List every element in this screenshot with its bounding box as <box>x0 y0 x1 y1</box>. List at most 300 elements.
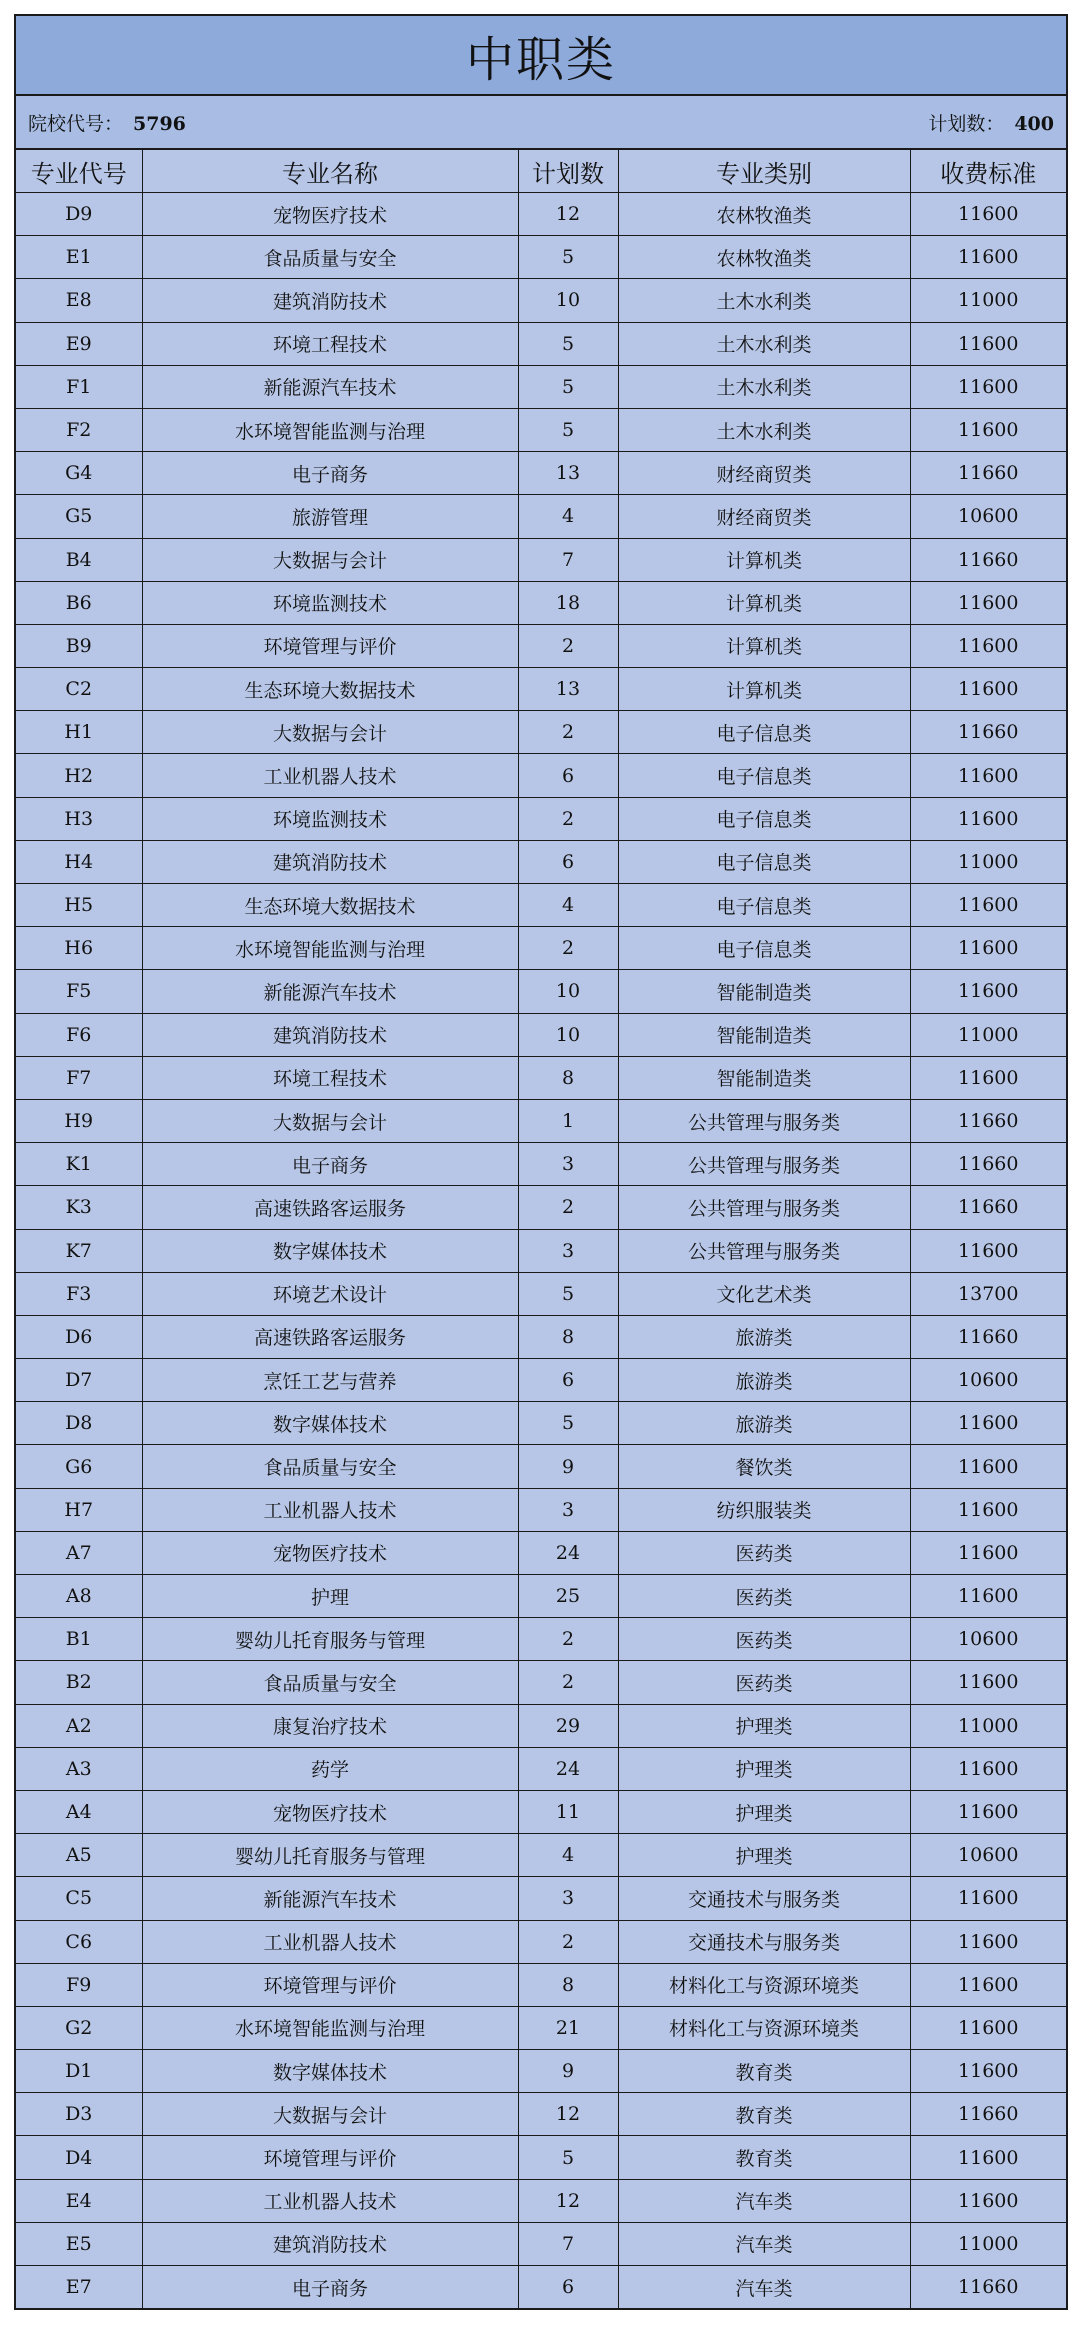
plan-count-cell: 5 <box>518 1272 618 1315</box>
tuition-cell: 11600 <box>910 1963 1066 2006</box>
tuition-cell: 11600 <box>910 1229 1066 1272</box>
plan-count-cell: 12 <box>518 193 618 236</box>
major-category-cell: 护理类 <box>618 1790 910 1833</box>
tuition-cell: 11660 <box>910 2266 1066 2309</box>
plan-count-cell: 2 <box>518 1920 618 1963</box>
major-code-cell: C5 <box>16 1877 142 1920</box>
table-row <box>16 581 1066 624</box>
major-category-cell: 交通技术与服务类 <box>618 1920 910 1963</box>
table-row <box>16 2006 1066 2049</box>
major-category-cell: 电子信息类 <box>618 754 910 797</box>
header-major-category: 专业类别 <box>618 150 910 193</box>
tuition-cell: 11600 <box>910 1747 1066 1790</box>
major-name-cell: 药学 <box>142 1747 518 1790</box>
plan-count-cell: 11 <box>518 1790 618 1833</box>
major-name-cell: 旅游管理 <box>142 495 518 538</box>
major-category-cell: 材料化工与资源环境类 <box>618 1963 910 2006</box>
plan-count-cell: 3 <box>518 1488 618 1531</box>
plan-count-cell: 5 <box>518 2136 618 2179</box>
major-code-cell: H9 <box>16 1099 142 1142</box>
tuition-cell: 11600 <box>910 322 1066 365</box>
major-name-cell: 生态环境大数据技术 <box>142 668 518 711</box>
tuition-cell: 11660 <box>910 1315 1066 1358</box>
tuition-cell: 11000 <box>910 2222 1066 2265</box>
major-code-cell: K1 <box>16 1143 142 1186</box>
table-row <box>16 840 1066 883</box>
plan-count-cell: 13 <box>518 668 618 711</box>
plan-count-cell: 25 <box>518 1575 618 1618</box>
plan-count-cell: 2 <box>518 624 618 667</box>
tuition-cell: 11600 <box>910 236 1066 279</box>
major-category-cell: 医药类 <box>618 1618 910 1661</box>
enrollment-sheet <box>14 14 1068 2310</box>
tuition-cell: 11600 <box>910 2006 1066 2049</box>
page-title: 中职类 <box>16 16 1066 96</box>
major-name-cell: 建筑消防技术 <box>142 840 518 883</box>
major-category-cell: 医药类 <box>618 1531 910 1574</box>
major-code-cell: A2 <box>16 1704 142 1747</box>
table-row <box>16 1790 1066 1833</box>
major-name-cell: 食品质量与安全 <box>142 236 518 279</box>
tuition-cell: 11660 <box>910 538 1066 581</box>
table-row <box>16 711 1066 754</box>
major-code-cell: C2 <box>16 668 142 711</box>
school-code-value: 5796 <box>133 112 186 135</box>
table-row <box>16 2179 1066 2222</box>
major-name-cell: 水环境智能监测与治理 <box>142 2006 518 2049</box>
major-category-cell: 文化艺术类 <box>618 1272 910 1315</box>
major-category-cell: 旅游类 <box>618 1359 910 1402</box>
major-name-cell: 工业机器人技术 <box>142 1920 518 1963</box>
table-row <box>16 322 1066 365</box>
major-code-cell: H6 <box>16 927 142 970</box>
major-code-cell: E4 <box>16 2179 142 2222</box>
major-category-cell: 医药类 <box>618 1661 910 1704</box>
table-row <box>16 193 1066 236</box>
header-major-code: 专业代号 <box>16 150 142 193</box>
table-body <box>16 193 1066 2309</box>
tuition-cell: 11660 <box>910 1186 1066 1229</box>
table-row <box>16 236 1066 279</box>
major-category-cell: 计算机类 <box>618 538 910 581</box>
plan-count-cell: 12 <box>518 2179 618 2222</box>
major-name-cell: 数字媒体技术 <box>142 1229 518 1272</box>
plan-count-cell: 5 <box>518 322 618 365</box>
major-name-cell: 环境艺术设计 <box>142 1272 518 1315</box>
major-name-cell: 数字媒体技术 <box>142 2050 518 2093</box>
table-row <box>16 1704 1066 1747</box>
major-name-cell: 食品质量与安全 <box>142 1445 518 1488</box>
major-category-cell: 公共管理与服务类 <box>618 1099 910 1142</box>
tuition-cell: 11660 <box>910 452 1066 495</box>
tuition-cell: 11600 <box>910 2050 1066 2093</box>
major-category-cell: 汽车类 <box>618 2266 910 2309</box>
table-row <box>16 1575 1066 1618</box>
major-code-cell: A8 <box>16 1575 142 1618</box>
plan-count-cell: 5 <box>518 1402 618 1445</box>
table-row <box>16 1618 1066 1661</box>
major-code-cell: B1 <box>16 1618 142 1661</box>
major-name-cell: 水环境智能监测与治理 <box>142 408 518 451</box>
tuition-cell: 11600 <box>910 624 1066 667</box>
plan-count-cell: 24 <box>518 1531 618 1574</box>
major-code-cell: D9 <box>16 193 142 236</box>
plan-count-cell: 13 <box>518 452 618 495</box>
tuition-cell: 11600 <box>910 2136 1066 2179</box>
table-row <box>16 279 1066 322</box>
school-code <box>28 109 186 136</box>
tuition-cell: 11600 <box>910 408 1066 451</box>
table-row <box>16 754 1066 797</box>
major-name-cell: 烹饪工艺与营养 <box>142 1359 518 1402</box>
major-code-cell: H4 <box>16 840 142 883</box>
major-category-cell: 旅游类 <box>618 1315 910 1358</box>
plan-count-cell: 18 <box>518 581 618 624</box>
major-name-cell: 环境监测技术 <box>142 797 518 840</box>
tuition-cell: 11600 <box>910 1488 1066 1531</box>
header-major-name: 专业名称 <box>142 150 518 193</box>
major-category-cell: 旅游类 <box>618 1402 910 1445</box>
tuition-cell: 11600 <box>910 1920 1066 1963</box>
major-category-cell: 餐饮类 <box>618 1445 910 1488</box>
major-code-cell: D8 <box>16 1402 142 1445</box>
major-category-cell: 纺织服装类 <box>618 1488 910 1531</box>
table-row <box>16 1359 1066 1402</box>
tuition-cell: 11600 <box>910 1402 1066 1445</box>
major-code-cell: A5 <box>16 1834 142 1877</box>
plan-count-cell: 21 <box>518 2006 618 2049</box>
major-name-cell: 环境管理与评价 <box>142 2136 518 2179</box>
tuition-cell: 11600 <box>910 1877 1066 1920</box>
tuition-cell: 11600 <box>910 365 1066 408</box>
major-name-cell: 婴幼儿托育服务与管理 <box>142 1834 518 1877</box>
major-code-cell: F3 <box>16 1272 142 1315</box>
major-category-cell: 智能制造类 <box>618 970 910 1013</box>
plan-total <box>928 109 1054 136</box>
major-category-cell: 公共管理与服务类 <box>618 1186 910 1229</box>
tuition-cell: 11600 <box>910 2179 1066 2222</box>
table-row <box>16 538 1066 581</box>
table-row <box>16 2136 1066 2179</box>
major-code-cell: A4 <box>16 1790 142 1833</box>
major-name-cell: 康复治疗技术 <box>142 1704 518 1747</box>
major-code-cell: A7 <box>16 1531 142 1574</box>
major-name-cell: 护理 <box>142 1575 518 1618</box>
major-code-cell: H1 <box>16 711 142 754</box>
major-category-cell: 公共管理与服务类 <box>618 1229 910 1272</box>
major-name-cell: 环境管理与评价 <box>142 1963 518 2006</box>
plan-count-cell: 8 <box>518 1315 618 1358</box>
major-category-cell: 教育类 <box>618 2136 910 2179</box>
major-category-cell: 护理类 <box>618 1704 910 1747</box>
major-category-cell: 医药类 <box>618 1575 910 1618</box>
major-code-cell: E7 <box>16 2266 142 2309</box>
table-row <box>16 884 1066 927</box>
plan-total-label: 计划数： <box>928 112 1005 135</box>
tuition-cell: 13700 <box>910 1272 1066 1315</box>
major-name-cell: 高速铁路客运服务 <box>142 1315 518 1358</box>
major-name-cell: 婴幼儿托育服务与管理 <box>142 1618 518 1661</box>
major-category-cell: 材料化工与资源环境类 <box>618 2006 910 2049</box>
major-name-cell: 建筑消防技术 <box>142 1013 518 1056</box>
tuition-cell: 11600 <box>910 754 1066 797</box>
major-name-cell: 宠物医疗技术 <box>142 193 518 236</box>
major-code-cell: B2 <box>16 1661 142 1704</box>
plan-count-cell: 24 <box>518 1747 618 1790</box>
major-code-cell: K7 <box>16 1229 142 1272</box>
major-code-cell: F6 <box>16 1013 142 1056</box>
major-code-cell: D4 <box>16 2136 142 2179</box>
plan-count-cell: 2 <box>518 1186 618 1229</box>
major-code-cell: H5 <box>16 884 142 927</box>
major-code-cell: F2 <box>16 408 142 451</box>
plan-count-cell: 2 <box>518 797 618 840</box>
major-code-cell: G5 <box>16 495 142 538</box>
major-category-cell: 农林牧渔类 <box>618 193 910 236</box>
major-code-cell: E1 <box>16 236 142 279</box>
table-row <box>16 1488 1066 1531</box>
tuition-cell: 11600 <box>910 1661 1066 1704</box>
major-name-cell: 高速铁路客运服务 <box>142 1186 518 1229</box>
table-row <box>16 1099 1066 1142</box>
table-row <box>16 1315 1066 1358</box>
major-code-cell: A3 <box>16 1747 142 1790</box>
major-category-cell: 土木水利类 <box>618 279 910 322</box>
school-code-label: 院校代号： <box>28 112 124 135</box>
header-plan-count: 计划数 <box>518 150 618 193</box>
table-row <box>16 1747 1066 1790</box>
table-row <box>16 970 1066 1013</box>
plan-count-cell: 29 <box>518 1704 618 1747</box>
tuition-cell: 11600 <box>910 970 1066 1013</box>
plan-count-cell: 8 <box>518 1963 618 2006</box>
plan-count-cell: 10 <box>518 970 618 1013</box>
plan-count-cell: 7 <box>518 538 618 581</box>
plan-count-cell: 6 <box>518 2266 618 2309</box>
tuition-cell: 11660 <box>910 1099 1066 1142</box>
major-name-cell: 宠物医疗技术 <box>142 1790 518 1833</box>
tuition-cell: 11600 <box>910 1790 1066 1833</box>
header-tuition: 收费标准 <box>910 150 1066 193</box>
plan-count-cell: 6 <box>518 1359 618 1402</box>
major-name-cell: 数字媒体技术 <box>142 1402 518 1445</box>
major-code-cell: K3 <box>16 1186 142 1229</box>
tuition-cell: 11660 <box>910 711 1066 754</box>
major-name-cell: 工业机器人技术 <box>142 1488 518 1531</box>
table-row <box>16 1531 1066 1574</box>
major-name-cell: 环境监测技术 <box>142 581 518 624</box>
table-row <box>16 1013 1066 1056</box>
major-category-cell: 计算机类 <box>618 624 910 667</box>
major-category-cell: 财经商贸类 <box>618 495 910 538</box>
major-code-cell: F9 <box>16 1963 142 2006</box>
table-row <box>16 1143 1066 1186</box>
major-code-cell: E5 <box>16 2222 142 2265</box>
plan-count-cell: 5 <box>518 408 618 451</box>
tuition-cell: 10600 <box>910 1359 1066 1402</box>
table-row <box>16 668 1066 711</box>
major-code-cell: D7 <box>16 1359 142 1402</box>
major-name-cell: 生态环境大数据技术 <box>142 884 518 927</box>
tuition-cell: 10600 <box>910 1834 1066 1877</box>
major-code-cell: G4 <box>16 452 142 495</box>
plan-count-cell: 12 <box>518 2093 618 2136</box>
major-category-cell: 交通技术与服务类 <box>618 1877 910 1920</box>
major-category-cell: 教育类 <box>618 2093 910 2136</box>
major-code-cell: D1 <box>16 2050 142 2093</box>
major-code-cell: H3 <box>16 797 142 840</box>
major-code-cell: H7 <box>16 1488 142 1531</box>
major-code-cell: G6 <box>16 1445 142 1488</box>
plan-count-cell: 9 <box>518 2050 618 2093</box>
tuition-cell: 10600 <box>910 1618 1066 1661</box>
table-row <box>16 927 1066 970</box>
major-code-cell: B4 <box>16 538 142 581</box>
major-category-cell: 计算机类 <box>618 668 910 711</box>
major-code-cell: B9 <box>16 624 142 667</box>
plan-count-cell: 7 <box>518 2222 618 2265</box>
plan-count-cell: 4 <box>518 495 618 538</box>
major-name-cell: 电子商务 <box>142 452 518 495</box>
major-category-cell: 财经商贸类 <box>618 452 910 495</box>
plan-count-cell: 3 <box>518 1877 618 1920</box>
major-name-cell: 新能源汽车技术 <box>142 970 518 1013</box>
major-category-cell: 汽车类 <box>618 2222 910 2265</box>
major-name-cell: 电子商务 <box>142 2266 518 2309</box>
table-row <box>16 1402 1066 1445</box>
tuition-cell: 11600 <box>910 1531 1066 1574</box>
plan-count-cell: 2 <box>518 927 618 970</box>
table-row <box>16 1920 1066 1963</box>
major-category-cell: 护理类 <box>618 1834 910 1877</box>
major-category-cell: 公共管理与服务类 <box>618 1143 910 1186</box>
plan-count-cell: 6 <box>518 840 618 883</box>
major-name-cell: 电子商务 <box>142 1143 518 1186</box>
major-category-cell: 电子信息类 <box>618 840 910 883</box>
major-name-cell: 环境管理与评价 <box>142 624 518 667</box>
plan-count-cell: 2 <box>518 1618 618 1661</box>
tuition-cell: 11600 <box>910 193 1066 236</box>
major-code-cell: B6 <box>16 581 142 624</box>
table-row <box>16 1229 1066 1272</box>
plan-count-cell: 10 <box>518 1013 618 1056</box>
major-name-cell: 新能源汽车技术 <box>142 1877 518 1920</box>
table-row <box>16 1877 1066 1920</box>
major-name-cell: 新能源汽车技术 <box>142 365 518 408</box>
table-row <box>16 2266 1066 2309</box>
major-category-cell: 电子信息类 <box>618 797 910 840</box>
table-row <box>16 1186 1066 1229</box>
major-category-cell: 土木水利类 <box>618 408 910 451</box>
major-category-cell: 智能制造类 <box>618 1013 910 1056</box>
tuition-cell: 11000 <box>910 279 1066 322</box>
table-row <box>16 624 1066 667</box>
table-header-row <box>16 150 1066 193</box>
major-category-cell: 智能制造类 <box>618 1056 910 1099</box>
plan-count-cell: 8 <box>518 1056 618 1099</box>
major-category-cell: 土木水利类 <box>618 365 910 408</box>
major-code-cell: E9 <box>16 322 142 365</box>
table-row <box>16 408 1066 451</box>
table-row <box>16 452 1066 495</box>
major-name-cell: 工业机器人技术 <box>142 2179 518 2222</box>
major-name-cell: 建筑消防技术 <box>142 2222 518 2265</box>
table-row <box>16 365 1066 408</box>
major-code-cell: F1 <box>16 365 142 408</box>
major-category-cell: 电子信息类 <box>618 711 910 754</box>
major-code-cell: H2 <box>16 754 142 797</box>
plan-count-cell: 5 <box>518 365 618 408</box>
major-table <box>16 150 1066 2308</box>
tuition-cell: 11600 <box>910 1575 1066 1618</box>
major-code-cell: F7 <box>16 1056 142 1099</box>
tuition-cell: 11600 <box>910 1056 1066 1099</box>
table-row <box>16 495 1066 538</box>
major-category-cell: 土木水利类 <box>618 322 910 365</box>
plan-count-cell: 2 <box>518 711 618 754</box>
plan-count-cell: 4 <box>518 1834 618 1877</box>
major-category-cell: 计算机类 <box>618 581 910 624</box>
major-name-cell: 工业机器人技术 <box>142 754 518 797</box>
major-category-cell: 农林牧渔类 <box>618 236 910 279</box>
plan-total-value: 400 <box>1014 112 1054 135</box>
tuition-cell: 10600 <box>910 495 1066 538</box>
major-name-cell: 建筑消防技术 <box>142 279 518 322</box>
table-row <box>16 2222 1066 2265</box>
tuition-cell: 11600 <box>910 927 1066 970</box>
major-category-cell: 护理类 <box>618 1747 910 1790</box>
plan-count-cell: 2 <box>518 1661 618 1704</box>
table-row <box>16 797 1066 840</box>
major-name-cell: 宠物医疗技术 <box>142 1531 518 1574</box>
major-code-cell: D3 <box>16 2093 142 2136</box>
major-code-cell: G2 <box>16 2006 142 2049</box>
major-code-cell: E8 <box>16 279 142 322</box>
major-name-cell: 大数据与会计 <box>142 711 518 754</box>
major-code-cell: F5 <box>16 970 142 1013</box>
major-name-cell: 大数据与会计 <box>142 1099 518 1142</box>
plan-count-cell: 3 <box>518 1229 618 1272</box>
major-name-cell: 大数据与会计 <box>142 538 518 581</box>
plan-count-cell: 3 <box>518 1143 618 1186</box>
major-category-cell: 汽车类 <box>618 2179 910 2222</box>
major-code-cell: D6 <box>16 1315 142 1358</box>
major-name-cell: 环境工程技术 <box>142 322 518 365</box>
plan-count-cell: 6 <box>518 754 618 797</box>
table-row <box>16 1056 1066 1099</box>
plan-count-cell: 10 <box>518 279 618 322</box>
major-name-cell: 食品质量与安全 <box>142 1661 518 1704</box>
table-row <box>16 1445 1066 1488</box>
plan-count-cell: 5 <box>518 236 618 279</box>
tuition-cell: 11600 <box>910 884 1066 927</box>
tuition-cell: 11600 <box>910 797 1066 840</box>
tuition-cell: 11660 <box>910 1143 1066 1186</box>
major-code-cell: C6 <box>16 1920 142 1963</box>
tuition-cell: 11600 <box>910 581 1066 624</box>
major-name-cell: 环境工程技术 <box>142 1056 518 1099</box>
plan-count-cell: 4 <box>518 884 618 927</box>
table-row <box>16 1661 1066 1704</box>
major-category-cell: 电子信息类 <box>618 884 910 927</box>
table-row <box>16 1272 1066 1315</box>
major-category-cell: 教育类 <box>618 2050 910 2093</box>
tuition-cell: 11000 <box>910 1704 1066 1747</box>
table-row <box>16 2093 1066 2136</box>
tuition-cell: 11600 <box>910 1445 1066 1488</box>
tuition-cell: 11600 <box>910 668 1066 711</box>
info-bar <box>16 96 1066 150</box>
